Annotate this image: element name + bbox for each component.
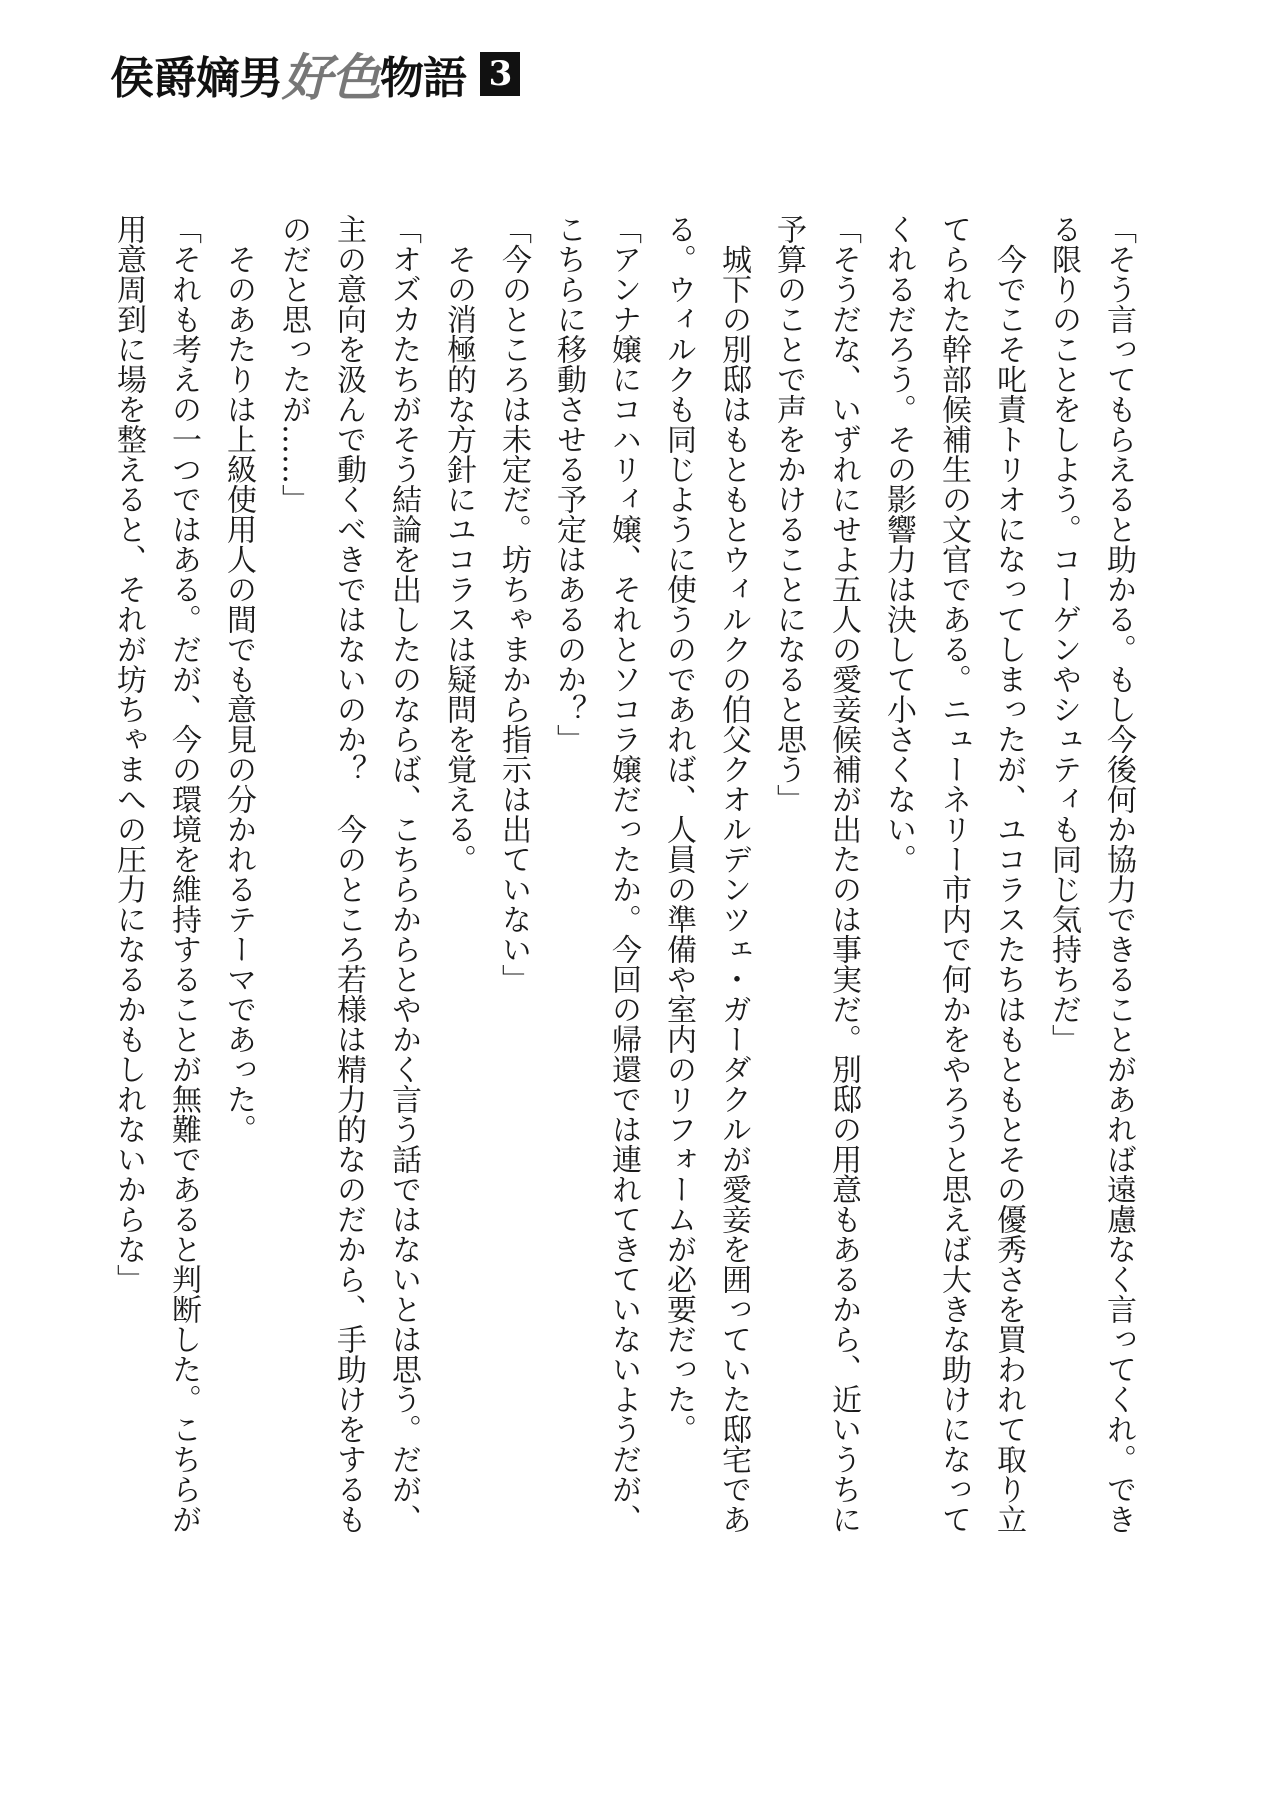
text-line: こちらに移動させる予定はあるのか？」 (551, 214, 586, 754)
running-header (110, 48, 520, 107)
text-line: 「アンナ嬢にコハリィ嬢、それとソコラ嬢だったか。今回の帰還では連れてきていないようだが、 (606, 214, 641, 1534)
text-line: くれるだろう。その影響力は決して小さくない。 (881, 214, 916, 874)
text-line: 「オズカたちがそう結論を出したのならば、こちらからとやかく言う話ではないとは思う。だが、 (386, 214, 421, 1534)
book-title-accent: 好色 (282, 48, 380, 107)
text-line: 主の意向を汲んで動くべきではないのか？ 今のところ若様は精力的なのだから、手助けをするも (331, 214, 366, 1534)
text-line: る。ウィルクも同じように使うのであれば、人員の準備や室内のリフォームが必要だった。 (661, 214, 696, 1444)
text-line: その消極的な方針にユコラスは疑問を覚える。 (441, 214, 476, 874)
text-line: 用意周到に場を整えると、それが坊ちゃまへの圧力になるかもしれないからな」 (111, 214, 146, 1294)
text-line: 「今のところは未定だ。坊ちゃまから指示は出ていない」 (496, 214, 531, 994)
text-line: てられた幹部候補生の文官である。ニューネリー市内で何かをやろうと思えば大きな助けになって (936, 214, 971, 1534)
volume-number-badge: 3 (480, 52, 520, 96)
text-line: そのあたりは上級使用人の間でも意見の分かれるテーマであった。 (221, 214, 256, 1144)
text-line: 「それも考えの一つではある。だが、今の環境を維持することが無難であると判断した。こちらが (166, 214, 201, 1534)
text-line: 「そうだな、いずれにせよ五人の愛妾候補が出たのは事実だ。別邸の用意もあるから、近いうちに (826, 214, 861, 1534)
text-line: のだと思ったが……」 (276, 214, 311, 514)
book-title-part1: 侯爵嫡男 (110, 53, 282, 104)
text-line: 城下の別邸はもともとウィルクの伯父クオルデンツェ・ガーダクルが愛妾を囲っていた邸宅であ (716, 214, 751, 1534)
text-line: 今でこそ叱責トリオになってしまったが、ユコラスたちはもともとその優秀さを買われて取り立 (991, 214, 1026, 1534)
book-title-part2: 物語 (380, 53, 466, 104)
text-line: 予算のことで声をかけることになると思う」 (771, 214, 806, 814)
text-line: る限りのことをしよう。コーゲンやシュティも同じ気持ちだ」 (1046, 214, 1081, 1054)
vertical-body-text (101, 214, 1146, 1554)
text-line: 「そう言ってもらえると助かる。もし今後何か協力できることがあれば遠慮なく言ってくれ。でき (1101, 214, 1136, 1534)
